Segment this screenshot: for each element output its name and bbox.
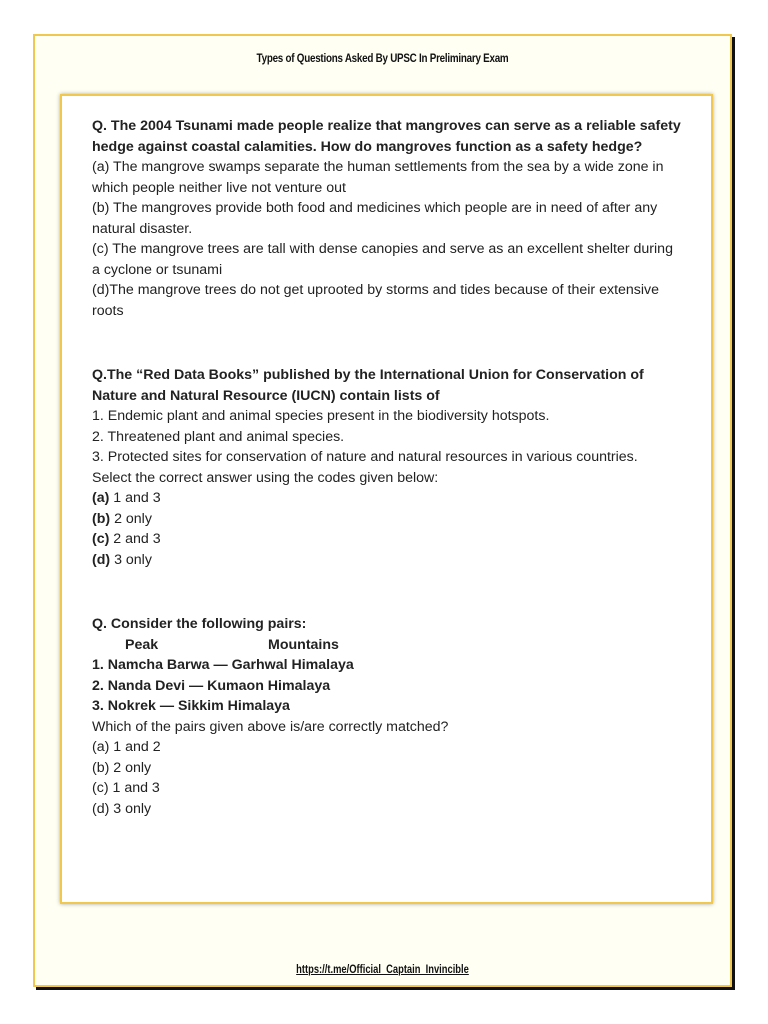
option-key: (c) xyxy=(92,531,110,547)
question-2-text: Q.The “Red Data Books” published by the International Union for Conservation of Nature and Natural Resource (IUCN) contain lists of xyxy=(92,367,644,404)
option-text: 2 only xyxy=(110,510,152,527)
question-1-text: Q. The 2004 Tsunami made people realize that mangroves can serve as a reliable safety hedge against coastal calamities. How do mangroves function as a safety hedge? xyxy=(92,118,681,155)
option-key: (b) xyxy=(92,510,111,527)
question-2-option-d xyxy=(92,550,683,571)
question-3-text: Q. Consider the following pairs: xyxy=(92,616,307,632)
question-3-instruction: Which of the pairs given above is/are correctly matched? xyxy=(92,718,449,735)
question-3-option-d: (d) 3 only xyxy=(92,800,152,817)
telegram-link[interactable]: https://t.me/Official_Captain_Invincible xyxy=(296,962,469,976)
questions-box xyxy=(60,94,713,904)
question-2 xyxy=(92,365,683,570)
option-text: 2 and 3 xyxy=(109,531,161,547)
question-2-statement-3: 3. Protected sites for conservation of nature and natural resources in various countries. xyxy=(92,449,638,465)
option-text: 1 and 3 xyxy=(109,490,161,506)
question-1-option-b: (b) The mangroves provide both food and medicines which people are in need of after any natural disaster. xyxy=(92,200,658,237)
pair-2: 2. Nanda Devi — Kumaon Himalaya xyxy=(92,677,331,694)
question-1-option-a: (a) The mangrove swamps separate the human settlements from the sea by a wide zone in which people neither live not venture out xyxy=(92,159,664,196)
question-1-option-d: (d)The mangrove trees do not get uprooted by storms and tides because of their extensive roots xyxy=(92,282,660,319)
page-header-title: Types of Questions Asked By UPSC In Preliminary Exam xyxy=(256,51,509,65)
question-2-option-b xyxy=(92,509,683,530)
question-1 xyxy=(92,116,683,321)
option-text: 3 only xyxy=(110,551,152,568)
column-peak: Peak xyxy=(125,636,159,653)
question-3-option-c: (c) 1 and 3 xyxy=(92,780,160,796)
question-2-option-c xyxy=(92,529,683,550)
question-3-option-b: (b) 2 only xyxy=(92,759,152,776)
question-2-statement-2: 2. Threatened plant and animal species. xyxy=(92,428,345,445)
pairs-header xyxy=(92,635,683,656)
question-1-option-c: (c) The mangrove trees are tall with dense canopies and serve as an excellent shelter during a cyclone or tsunami xyxy=(92,241,673,278)
question-3 xyxy=(92,614,683,819)
pair-1: 1. Namcha Barwa — Garhwal Himalaya xyxy=(92,657,354,673)
question-2-instruction: Select the correct answer using the codes given below: xyxy=(92,469,439,486)
question-3-option-a: (a) 1 and 2 xyxy=(92,739,161,755)
spacer xyxy=(92,321,683,365)
option-key: (d) xyxy=(92,551,111,568)
document-page xyxy=(33,34,732,987)
question-2-option-a xyxy=(92,488,683,509)
question-2-statement-1: 1. Endemic plant and animal species present in the biodiversity hotspots. xyxy=(92,408,550,424)
spacer xyxy=(92,570,683,614)
column-mountains: Mountains xyxy=(268,636,339,653)
pair-3: 3. Nokrek — Sikkim Himalaya xyxy=(92,698,290,714)
option-key: (a) xyxy=(92,490,110,506)
